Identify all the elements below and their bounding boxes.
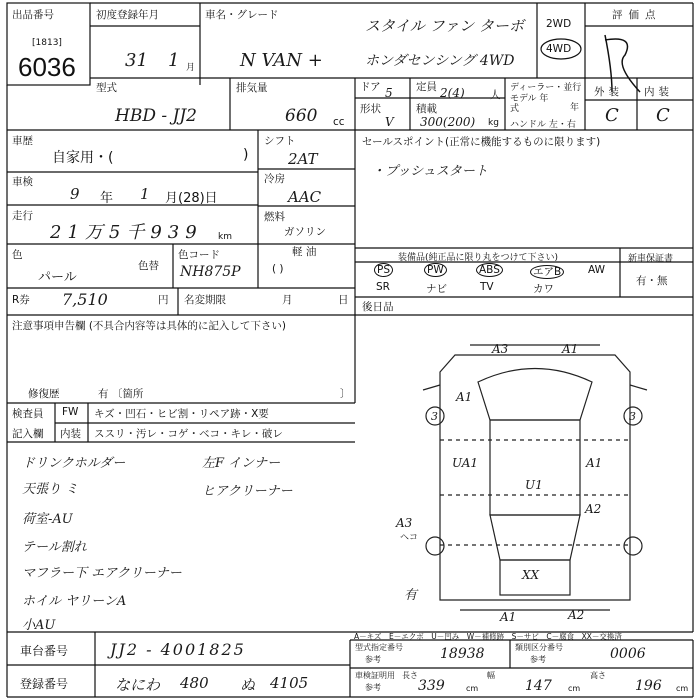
fuel-diesel: 軽 油	[292, 246, 317, 258]
year-unit: 年	[570, 103, 580, 113]
warranty-label: 新車保証書	[628, 254, 674, 264]
km-unit: km	[218, 232, 232, 242]
dealer-label: ディーラー・並行	[510, 83, 582, 93]
ac-value: AAC	[288, 188, 322, 206]
sales-label: セールスポイント(正常に機能するものに限ります)	[362, 136, 601, 148]
color-code-value: NH875P	[180, 264, 241, 280]
size-sub: 参考	[365, 683, 381, 692]
inspector-label1: 検査員	[12, 408, 44, 420]
inspection-label: 車検	[12, 176, 33, 188]
shift-label: シフト	[264, 135, 296, 147]
yen-unit: 円	[158, 294, 169, 306]
damage-mark: A3	[396, 516, 413, 530]
shape-value: V	[385, 115, 394, 129]
int-items: ススリ・汚レ・コゲ・ベコ・キレ・破レ	[94, 428, 283, 440]
note-line: 小AU	[22, 618, 56, 633]
equipment-label: 装備品(純正品に限り丸をつけて下さい)	[398, 253, 559, 263]
damage-mark: ヘコ	[400, 533, 419, 543]
load-unit: kg	[488, 118, 499, 128]
width-unit: cm	[568, 684, 581, 693]
class-label: 類別区分番号	[515, 643, 563, 652]
name-change-label: 名変期限	[184, 294, 226, 306]
inspection-year: 9	[70, 185, 80, 203]
equip-navi: ナビ	[426, 283, 447, 295]
reg-area: なにわ	[115, 676, 161, 694]
year-unit-label: 年	[100, 191, 114, 206]
fw-items: キズ・凹石・ヒビ割・リペア跡・X要	[94, 408, 269, 420]
damage-mark: U1	[525, 478, 543, 492]
chassis-value: JJ2 - 4001825	[110, 640, 246, 659]
damage-mark: A1	[562, 342, 579, 356]
displacement-value: 660	[285, 106, 318, 126]
day-label: 日	[338, 294, 349, 306]
mileage-value: 21万5千939	[50, 222, 203, 243]
fuel-gasoline: ガソリン	[284, 226, 326, 238]
recycle-value: 7,510	[62, 290, 108, 309]
warranty-value: 有・無	[636, 275, 668, 287]
length-value: 339	[418, 678, 445, 694]
first-reg-month: 1	[168, 50, 180, 71]
equip-sr: SR	[376, 281, 390, 293]
color-code-label: 色コード	[178, 249, 220, 261]
month-unit: 月	[186, 63, 196, 73]
repair-value: 有 〔箇所	[98, 388, 144, 400]
capacity-label: 定員	[416, 81, 437, 93]
right-note: ヒアクリーナー	[202, 484, 293, 499]
cert-label: 型式指定番号	[355, 643, 403, 652]
damage-mark: 3	[431, 410, 438, 423]
eval-label: 評価点	[612, 9, 662, 21]
equip-airbag: エアB	[530, 264, 564, 279]
color-label: 色	[12, 249, 23, 261]
mileage-label: 走行	[12, 210, 33, 222]
note-line: マフラー下 エアクリーナー	[22, 566, 182, 581]
width-value: 147	[525, 678, 552, 694]
color-value: パール	[38, 270, 77, 285]
damage-mark: A2	[568, 608, 585, 622]
reg-kana: ぬ	[240, 676, 256, 694]
ac-label: 冷房	[264, 173, 285, 185]
equip-ps: PS	[374, 264, 393, 276]
equip-aw: AW	[588, 264, 605, 276]
lot-number: 6036	[18, 52, 76, 82]
first-reg-year: 31	[125, 50, 148, 71]
reg-label: 登録番号	[20, 677, 69, 691]
damage-mark: XX	[522, 568, 540, 582]
model-grade-label: 車名・グレード	[205, 9, 279, 21]
fw-label: FW	[62, 406, 79, 418]
exterior-label: 外装	[594, 86, 623, 98]
grade-value: スタイル ファン ターボ	[365, 17, 524, 35]
color-change-label: 色替	[138, 260, 159, 272]
doors-label: ドア	[360, 81, 381, 93]
equip-leather: カワ	[533, 283, 554, 295]
equip-pw: PW	[424, 264, 447, 276]
reg-number: 4105	[270, 674, 309, 692]
note-line: 天張り ミ	[22, 482, 79, 497]
repair-label: 修復歴	[28, 388, 60, 400]
model-label: 型式	[96, 82, 117, 94]
cert-sub: 参考	[365, 655, 381, 664]
equip-tv: TV	[480, 281, 494, 293]
length-label: 長さ	[402, 671, 418, 680]
month-label: 月	[282, 294, 293, 306]
chassis-label: 車台番号	[20, 644, 69, 658]
notes-label: 注意事項申告欄 (不具合内容等は具体的に記入して下さい)	[12, 320, 287, 332]
inspection-month: 1	[140, 185, 150, 203]
after-label: 後日品	[362, 301, 394, 313]
note-line: 荷室-AU	[22, 512, 73, 527]
int-label: 内装	[60, 428, 81, 440]
cc-unit: cc	[333, 116, 345, 128]
size-label: 車検証明用	[355, 671, 395, 680]
sales-point: ・プッシュスタート	[372, 164, 488, 179]
model-year-label: モデル 年式	[510, 94, 549, 114]
damage-mark: A1	[500, 610, 517, 624]
repair-close: 〕	[340, 388, 351, 400]
capacity-unit: 人	[490, 89, 501, 101]
damage-mark: A1	[586, 456, 603, 470]
damage-mark: 有	[404, 588, 418, 603]
note-line: ホイル ヤリーンA	[22, 594, 127, 609]
equip-abs: ABS	[476, 264, 503, 276]
height-label: 高さ	[590, 671, 606, 680]
fuel-paren: ( )	[272, 263, 284, 275]
doors-value: 5	[385, 86, 393, 100]
recycle-label: R券	[12, 294, 30, 306]
lot-sub: [1813]	[32, 38, 62, 48]
load-label: 積載	[416, 103, 437, 115]
damage-mark: A1	[456, 390, 473, 404]
first-reg-label: 初度登録年月	[96, 9, 159, 21]
drive-4wd: 4WD	[546, 43, 572, 55]
shift-value: 2AT	[288, 150, 318, 168]
lot-label: 出品番号	[12, 9, 54, 21]
note-line: テール割れ	[22, 540, 87, 555]
cert-value: 18938	[440, 646, 485, 662]
honda-sensing: ホンダセンシング 4WD	[365, 53, 515, 69]
note-line: ドリンクホルダー	[22, 456, 126, 471]
exterior-grade: C	[605, 105, 619, 126]
damage-mark: UA1	[452, 456, 479, 470]
diagram-legend: A－キズ E－エクボ U－凹み W－補修跡 S－サビ C－腐食 XX－交換済	[354, 632, 622, 641]
interior-label: 内装	[644, 86, 673, 98]
fuel-label: 燃料	[264, 211, 285, 223]
reg-class: 480	[180, 674, 209, 692]
length-unit: cm	[466, 684, 479, 693]
car-name: N VAN +	[240, 50, 323, 71]
right-note: 左F インナー	[202, 456, 281, 471]
damage-mark: A2	[585, 502, 602, 516]
height-unit: cm	[676, 684, 689, 693]
inspector-label2: 記入欄	[12, 428, 44, 440]
load-value: 300(200)	[420, 115, 476, 129]
usage-label: 車歴	[12, 135, 33, 147]
class-sub: 参考	[530, 655, 546, 664]
displacement-label: 排気量	[236, 82, 268, 94]
height-value: 196	[635, 678, 662, 694]
class-value: 0006	[610, 646, 646, 662]
drive-2wd: 2WD	[546, 18, 572, 30]
damage-mark: A3	[492, 342, 509, 356]
interior-grade: C	[656, 105, 670, 126]
model-code: HBD - JJ2	[115, 106, 197, 126]
capacity-value: 2(4)	[440, 86, 465, 100]
damage-mark: 3	[629, 410, 636, 423]
width-label: 幅	[487, 671, 495, 680]
handle-label: ハンドル 左・右	[510, 120, 576, 130]
usage-value: 自家用・(	[52, 150, 114, 166]
inspection-day: 月(28)日	[165, 191, 218, 206]
usage-close: )	[243, 147, 249, 163]
shape-label: 形状	[360, 103, 381, 115]
